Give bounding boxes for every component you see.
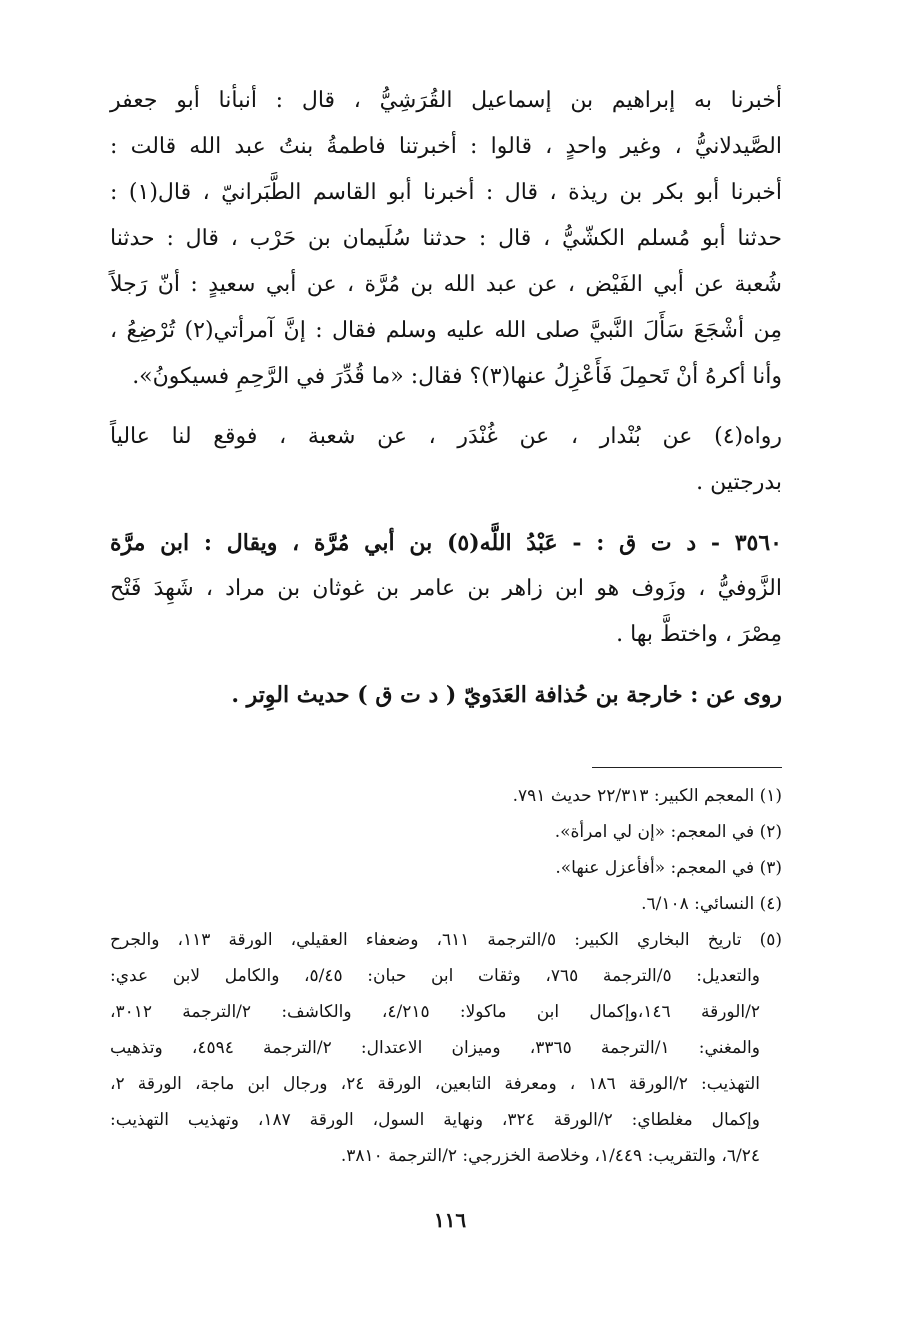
footnote-divider (592, 767, 782, 768)
text-line: أخبرنا أبو بكر بن ريذة ، قال : أخبرنا أبو القاسم الطَّبَرانيّ ، قال(١) : (110, 180, 782, 205)
rawa-line: روى عن : خارجة بن حُذافة العَدَويّ ( د ت ق ) حديث الوِتر . (231, 682, 782, 708)
page-number: ١١٦ (433, 1208, 467, 1232)
riwaya-line: رواه(٤) عن بُنْدار ، عن غُنْدَر ، عن شعبة ، فوقع لنا عالياً (110, 424, 782, 449)
footnote-4: (٤) النسائي: ٦/١٠٨. (641, 894, 782, 914)
footnote-5-line: والمغني: ١/الترجمة ٣٣٦٥، وميزان الاعتدال: ٢/الترجمة ٤٥٩٤، وتذهيب (110, 1038, 760, 1058)
footnote-5-line: ٦/٢٤، والتقريب: ١/٤٤٩، وخلاصة الخزرجي: ٢/الترجمة ٣٨١٠. (340, 1146, 760, 1166)
footnote-5-line: والتعديل: ٥/الترجمة ٧٦٥، وثقات ابن حبان: ٥/٤٥، والكامل لابن عدي: (110, 966, 760, 986)
text-line: الصَّيدلانيُّ ، وغير واحدٍ ، قالوا : أخبرتنا فاطمةُ بنتُ عبد الله قالت : (110, 134, 782, 159)
footnote-3: (٣) في المعجم: «أفأعزل عنها». (555, 858, 782, 878)
footnote-5-line: (٥) تاريخ البخاري الكبير: ٥/الترجمة ٦١١، وضعفاء العقيلي، الورقة ١١٣، والجرح (110, 930, 782, 950)
footnote-1: (١) المعجم الكبير: ٢٢/٣١٣ حديث ٧٩١. (512, 786, 782, 806)
footnote-5-line: التهذيب: ٢/الورقة ١٨٦ ، ومعرفة التابعين، الورقة ٢٤، ورجال ابن ماجة، الورقة ٢، (110, 1074, 760, 1094)
footnotes (110, 778, 782, 1174)
footnote-5-line: ٢/الورقة ١٤٦،وإكمال ابن ماكولا: ٤/٢١٥، والكاشف: ٢/الترجمة ٣٠١٢، (110, 1002, 760, 1022)
text-line: وأنا أكرهُ أنْ تَحمِلَ فَأَعْزِلُ عنها(٣)؟ فقال: «ما قُدِّرَ في الرَّحِمِ فسيكونُ». (132, 364, 782, 389)
entry-heading-line: ٣٥٦٠ - د ت ق : - عَبْدُ اللَّه(٥) بن أبي مُرَّة ، ويقال : ابن مرَّة (110, 530, 782, 556)
footnote-5-line: وإكمال مغلطاي: ٢/الورقة ٣٢٤، ونهاية السول، الورقة ١٨٧، وتهذيب التهذيب: (110, 1110, 760, 1130)
main-text (110, 78, 782, 718)
text-line: مِن أشْجَعَ سَأَلَ النَّبيَّ صلى الله عليه وسلم فقال : إنَّ آمرأتي(٢) تُرْضِعُ ، (110, 318, 783, 343)
entry-line: مِصْرَ ، واختطَّ بها . (616, 622, 782, 647)
text-line: حدثنا أبو مُسلم الكشّيُّ ، قال : حدثنا سُلَيمان بن حَرْب ، قال : حدثنا (110, 226, 782, 251)
riwaya-line: بدرجتين . (696, 470, 782, 495)
text-line: شُعبة عن أبي الفَيْض ، عن عبد الله بن مُرَّة ، عن أبي سعيدٍ : أنّ رَجلاً (110, 272, 782, 297)
footnote-2: (٢) في المعجم: «إن لي امرأة». (554, 822, 782, 842)
text-line: أخبرنا به إبراهيم بن إسماعيل القُرَشِيُّ ، قال : أنبأنا أبو جعفر (110, 88, 782, 113)
entry-line: الزَّوفيُّ ، وزَوف هو ابن زاهر بن عامر بن غوثان بن مراد ، شَهِدَ فَتْح (110, 576, 782, 601)
